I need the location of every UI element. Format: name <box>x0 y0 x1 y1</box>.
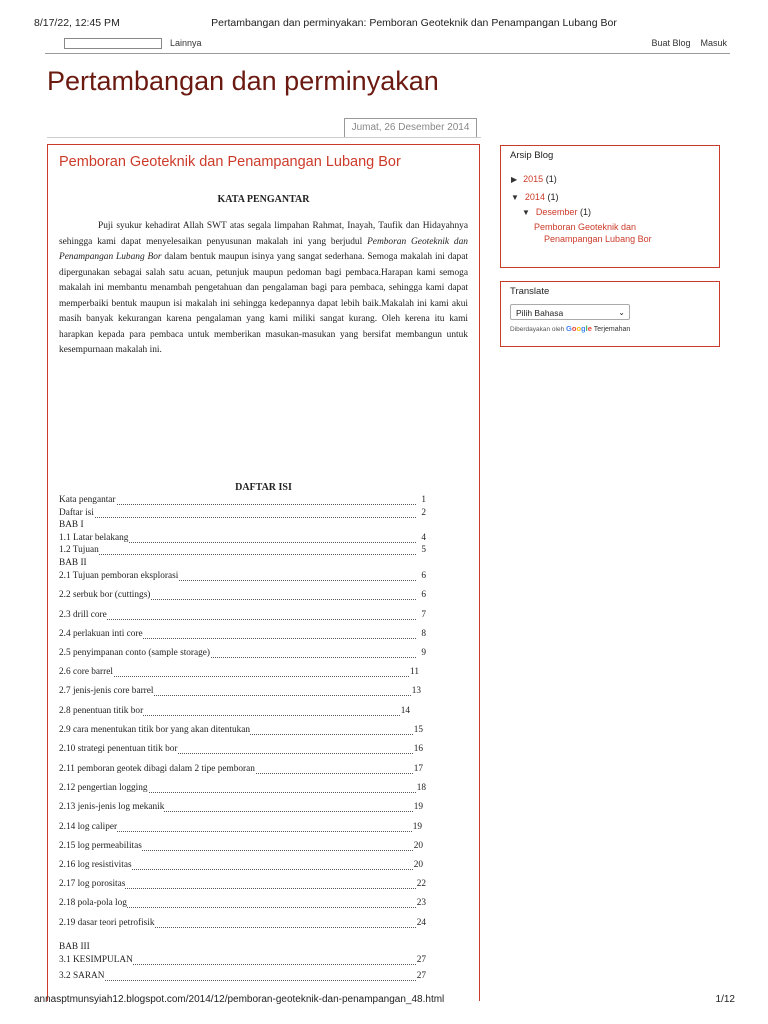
toc-entry <box>59 647 426 660</box>
toc-chapter: BAB II <box>59 558 87 568</box>
toc-entry-label: 2.19 dasar teori petrofisik <box>59 918 155 928</box>
powered-by <box>510 324 630 333</box>
language-select[interactable] <box>510 304 630 320</box>
toc-entry-label: 1.1 Latar belakang <box>59 533 129 543</box>
preface-part-2: dalam bentuk maupun isinya yang sangat sederhana. Semoga makalah ini dapat dipergunakan sebagai salah satu acuan, petunjuk maupun pedoman bagi pembaca.Harapan kami semoga makalah ini membantu menambah pengetahuan dan pengalaman bagi para pembaca, sehingga kami dapat memperbaiki bentuk maupun isi makalah ini sehingga kedepannya dapat lebih baik.Makalah ini kami akui masih banyak kekurangan karena pengalaman yang kami miliki sangat kurang. Oleh kerena itu kami harapkan kepada para pembaca untuk memberikan masukan-masukan yang bersifat membangun untuk kesempurnaan makalah ini. <box>59 252 469 355</box>
chevron-down-icon: ⌄ <box>618 308 625 317</box>
post-date-header: Jumat, 26 Desember 2014 <box>344 118 477 137</box>
toc-entry <box>59 570 426 583</box>
toc-entry-page: 2 <box>421 508 426 518</box>
collapse-down-icon[interactable]: ▼ <box>511 193 519 202</box>
toc-entry <box>59 494 426 507</box>
search-input[interactable] <box>64 38 162 49</box>
toc-chapter: BAB I <box>59 520 84 530</box>
collapse-down-icon[interactable]: ▼ <box>522 208 530 217</box>
toc-entry <box>59 840 423 853</box>
toc-entry-label: Daftar isi <box>59 508 94 518</box>
toc-entry <box>59 589 426 602</box>
archive-count: (1) <box>545 174 557 184</box>
toc-entry <box>59 878 426 891</box>
toc-entry-page: 23 <box>416 898 426 908</box>
preface-text <box>59 219 468 359</box>
toc-leader-dots <box>59 517 416 518</box>
toc-entry-label: 2.4 perlakuan inti core <box>59 629 143 639</box>
toc-entry <box>59 544 426 557</box>
preface-heading: KATA PENGANTAR <box>217 194 310 205</box>
toc-entry-page: 4 <box>421 533 426 543</box>
print-url: annasptmunsyiah12.blogspot.com/2014/12/pemboran-geoteknik-dan-penampangan_48.html <box>34 994 445 1005</box>
toc-entry <box>59 724 423 737</box>
toc-entry-page: 27 <box>416 955 426 965</box>
toc-entry-label: 2.5 penyimpanan conto (sample storage) <box>59 648 211 658</box>
toc-entry-label: 2.3 drill core <box>59 610 107 620</box>
archive-post-line-1[interactable]: Pemboran Geoteknik dan <box>534 222 637 232</box>
toc-entry <box>59 859 423 872</box>
toc-entry-page: 6 <box>421 590 426 600</box>
post-container <box>47 144 480 1001</box>
toc-entry-page: 14 <box>400 706 410 716</box>
toc-entry <box>59 743 423 756</box>
toc-entry-page: 9 <box>421 648 426 658</box>
toc-entry-label: 3.1 KESIMPULAN <box>59 955 133 965</box>
archive-year-2014-link[interactable]: 2014 <box>524 192 545 202</box>
blog-archive-widget <box>500 145 720 268</box>
toc-entry-page: 5 <box>421 545 426 555</box>
toc-entry-label: 3.2 SARAN <box>59 971 105 981</box>
toc-entry <box>59 954 426 967</box>
preface-italic-title: Pemboran Geoteknik dan Penampangan Lubang Bor <box>59 236 468 262</box>
toc-entry-label: 2.7 jenis-jenis core barrel <box>59 686 154 696</box>
toc-entry <box>59 970 426 983</box>
toc-entry-label: 2.16 log resistivitas <box>59 860 132 870</box>
toc-entry-page: 19 <box>413 802 423 812</box>
navbar-actions <box>641 38 727 48</box>
toc-entry-label: Kata pengantar <box>59 495 116 505</box>
toc-leader-dots <box>59 619 416 620</box>
expand-right-icon[interactable]: ▶ <box>511 175 518 184</box>
archive-post-line-2[interactable]: Penampangan Lubang Bor <box>544 234 652 244</box>
toc-entry <box>59 917 426 930</box>
toc-entry-page: 20 <box>413 841 423 851</box>
translate-widget <box>500 281 720 347</box>
language-select-value: Pilih Bahasa <box>516 308 564 318</box>
toc-entry <box>59 763 423 776</box>
archive-count: (1) <box>579 207 591 217</box>
toc-entry <box>59 507 426 520</box>
archive-year-2014[interactable] <box>511 192 558 202</box>
archive-month-link[interactable]: Desember <box>535 207 578 217</box>
toc-entry-label: 2.10 strategi penentuan titik bor <box>59 744 178 754</box>
toc-entry-label: 2.14 log caliper <box>59 822 118 832</box>
toc-chapter: BAB III <box>59 942 90 952</box>
toc-entry-page: 6 <box>421 571 426 581</box>
toc-entry <box>59 801 423 814</box>
toc-entry <box>59 609 426 622</box>
toc-entry-page: 1 <box>421 495 426 505</box>
toc-entry-page: 22 <box>416 879 426 889</box>
print-page-title: Pertambangan dan perminyakan: Pemboran Geoteknik dan Penampangan Lubang Bor <box>211 17 617 29</box>
archive-count: (1) <box>547 192 559 202</box>
toc-entry-page: 17 <box>413 764 423 774</box>
toc-entry-label: 2.9 cara menentukan titik bor yang akan ditentukan <box>59 725 251 735</box>
toc-entry-label: 2.12 pengertian logging <box>59 783 148 793</box>
toc-entry-page: 16 <box>413 744 423 754</box>
toc-entry <box>59 705 410 718</box>
google-logo-icon: Google <box>566 324 592 333</box>
archive-post-link[interactable] <box>534 221 709 245</box>
toc-entry-page: 19 <box>412 822 422 832</box>
archive-title: Arsip Blog <box>510 150 554 161</box>
toc-entry <box>59 782 426 795</box>
translate-link[interactable]: Terjemahan <box>593 326 631 333</box>
toc-entry-label: 2.11 pemboran geotek dibagi dalam 2 tipe pemboran <box>59 764 255 774</box>
toc-entry <box>59 821 422 834</box>
create-blog-link[interactable]: Buat Blog <box>651 38 691 48</box>
blog-title[interactable]: Pertambangan dan perminyakan <box>47 66 439 96</box>
toc-entry-page: 15 <box>413 725 423 735</box>
toc-entry-page: 13 <box>411 686 421 696</box>
blogger-navbar <box>45 33 730 54</box>
toc-entry-label: 2.18 pola-pola log <box>59 898 127 908</box>
toc-entry-page: 8 <box>421 629 426 639</box>
powered-by-text: Diberdayakan oleh <box>510 326 565 333</box>
toc-entry-label: 2.1 Tujuan pemboran eksplorasi <box>59 571 179 581</box>
preface-part-1: Puji syukur kehadirat Allah SWT atas segala limpahan Rahmat, Inayah, Taufik dan Hidayahnya sehingga kami dapat menyelesaikan penyusunan makalah ini yang berjudul <box>59 221 468 247</box>
toc-entry-page: 20 <box>413 860 423 870</box>
toc-entry-label: 2.17 log porositas <box>59 879 126 889</box>
more-link[interactable]: Lainnya <box>170 38 202 48</box>
toc-entry <box>59 685 421 698</box>
toc-entry-page: 18 <box>416 783 426 793</box>
toc-leader-dots <box>59 980 416 981</box>
toc-leader-dots <box>59 554 416 555</box>
toc-entry-label: 2.15 log permeabilitas <box>59 841 142 851</box>
toc-entry-label: 2.2 serbuk bor (cuttings) <box>59 590 151 600</box>
print-datetime: 8/17/22, 12:45 PM <box>34 17 120 29</box>
toc-entry <box>59 897 426 910</box>
print-page-number: 1/12 <box>715 994 735 1005</box>
toc-entry <box>59 628 426 641</box>
archive-month-desember[interactable] <box>522 207 591 217</box>
date-divider <box>47 137 481 138</box>
archive-year-2015[interactable] <box>511 174 557 184</box>
toc-entry-label: 1.2 Tujuan <box>59 545 99 555</box>
toc-entry-page: 11 <box>410 667 419 677</box>
toc-entry-page: 7 <box>421 610 426 620</box>
sign-in-link[interactable]: Masuk <box>700 38 727 48</box>
toc-entry-label: 2.8 penentuan titik bor <box>59 706 144 716</box>
toc-entry-page: 24 <box>416 918 426 928</box>
toc-entry-label: 2.13 jenis-jenis log mekanik <box>59 802 165 812</box>
toc-entry-label: 2.6 core barrel <box>59 667 113 677</box>
toc-entry <box>59 666 419 679</box>
archive-year-2015-link[interactable]: 2015 <box>523 174 544 184</box>
toc-heading: DAFTAR ISI <box>235 482 292 493</box>
translate-title: Translate <box>510 286 550 297</box>
toc-entry-page: 27 <box>416 971 426 981</box>
post-title[interactable]: Pemboran Geoteknik dan Penampangan Lubang Bor <box>59 154 401 170</box>
